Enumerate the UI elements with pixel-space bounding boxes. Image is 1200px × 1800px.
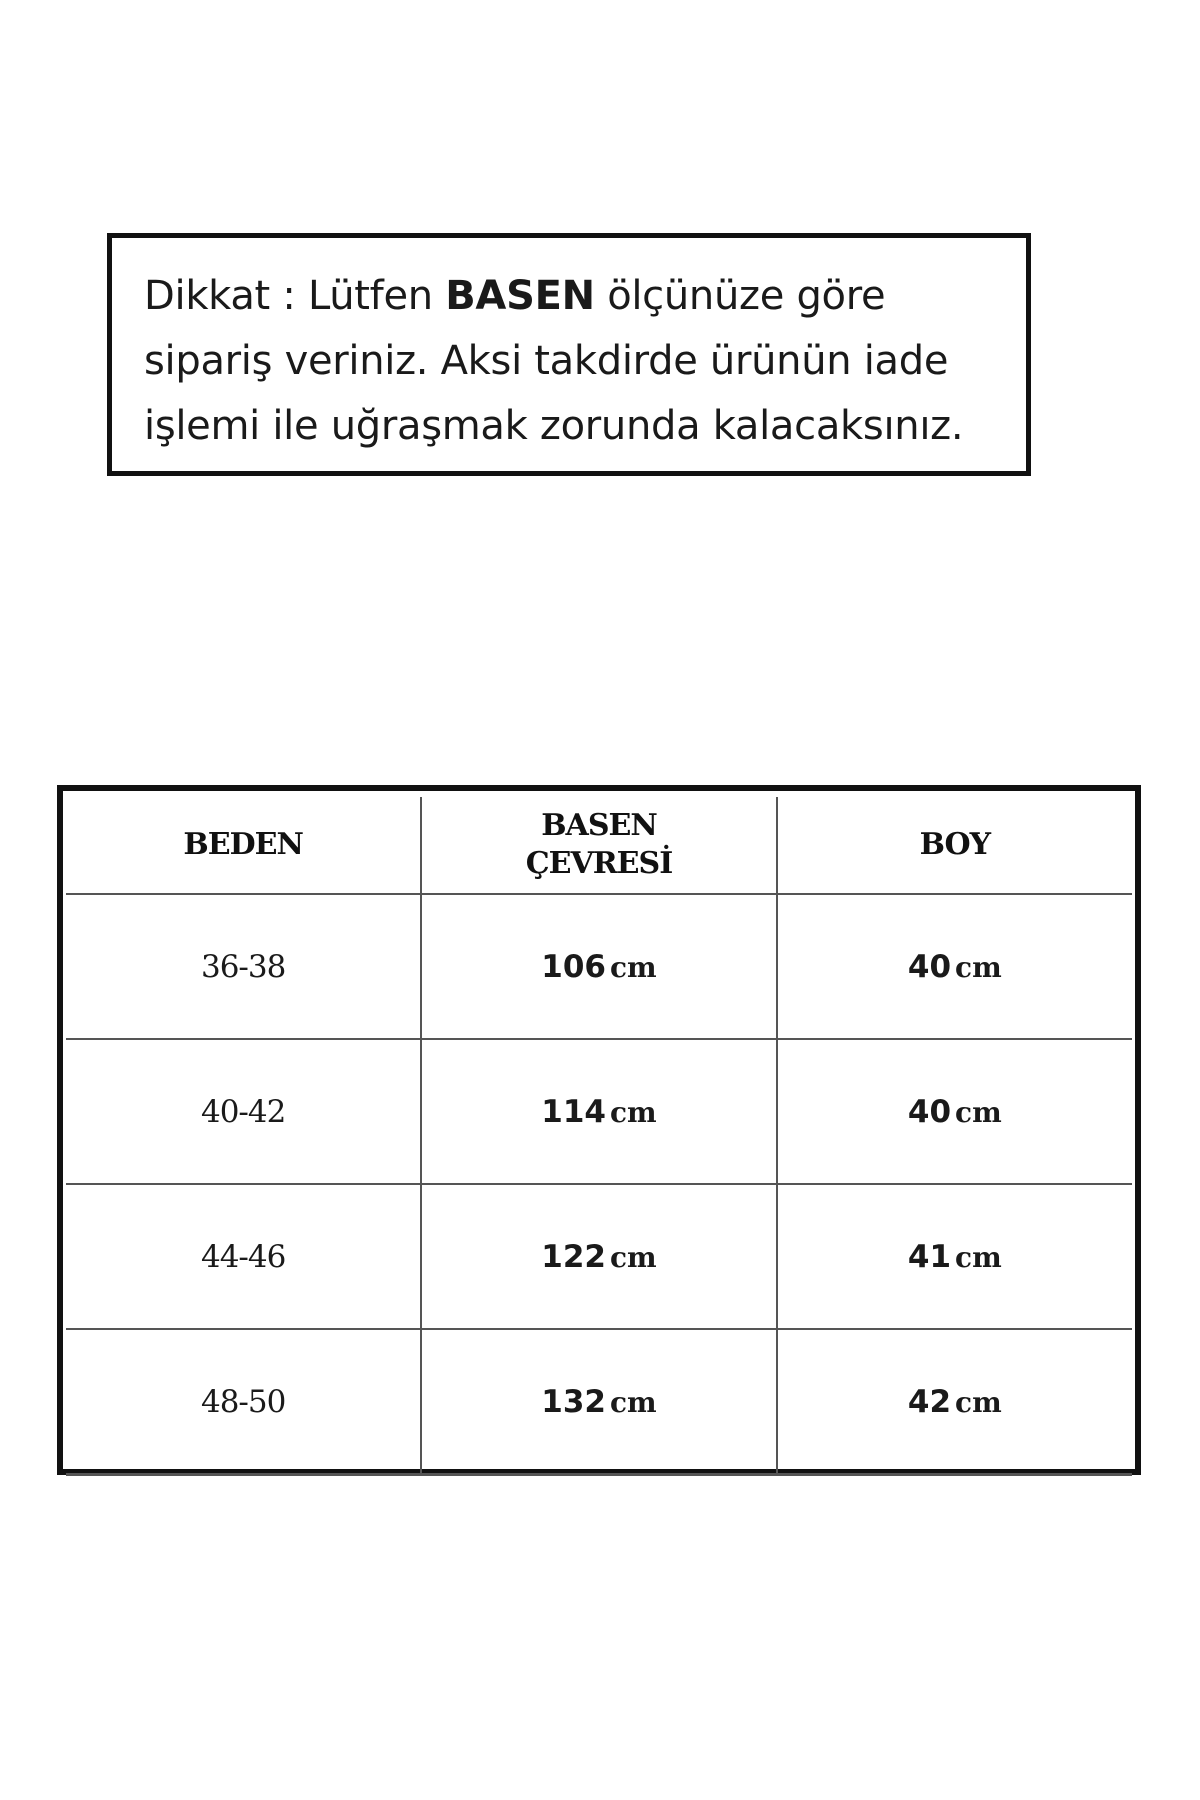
header-length: BOY [777, 797, 1132, 894]
notice-emphasis: BASEN [445, 273, 595, 319]
cell-hip: 132 cm [421, 1329, 776, 1475]
notice-line-2: sipariş veriniz. Aksi takdirde ürünün iade [144, 338, 949, 384]
table-row [66, 1329, 1132, 1475]
cell-hip: 122 cm [421, 1184, 776, 1329]
cell-size: 40-42 [66, 1039, 421, 1184]
notice-line-1: Dikkat : Lütfen BASEN ölçünüze göre [144, 273, 886, 319]
cell-size: 36-38 [66, 894, 421, 1039]
table-row [66, 894, 1132, 1039]
cell-length: 41 cm [777, 1184, 1132, 1329]
cell-length: 40 cm [777, 894, 1132, 1039]
cell-hip: 106 cm [421, 894, 776, 1039]
table-row [66, 1184, 1132, 1329]
notice-line-3: işlemi ile uğraşmak zorunda kalacaksınız. [144, 403, 964, 449]
header-hip-circumference: BASEN ÇEVRESİ [421, 797, 776, 894]
cell-size: 44-46 [66, 1184, 421, 1329]
cell-length: 40 cm [777, 1039, 1132, 1184]
header-size: BEDEN [66, 797, 421, 894]
size-table [66, 797, 1132, 1476]
warning-notice-box [107, 233, 1031, 476]
cell-size: 48-50 [66, 1329, 421, 1475]
table-row [66, 1039, 1132, 1184]
cell-hip: 114 cm [421, 1039, 776, 1184]
table-header-row [66, 797, 1132, 894]
cell-length: 42 cm [777, 1329, 1132, 1475]
size-chart [57, 785, 1141, 1475]
